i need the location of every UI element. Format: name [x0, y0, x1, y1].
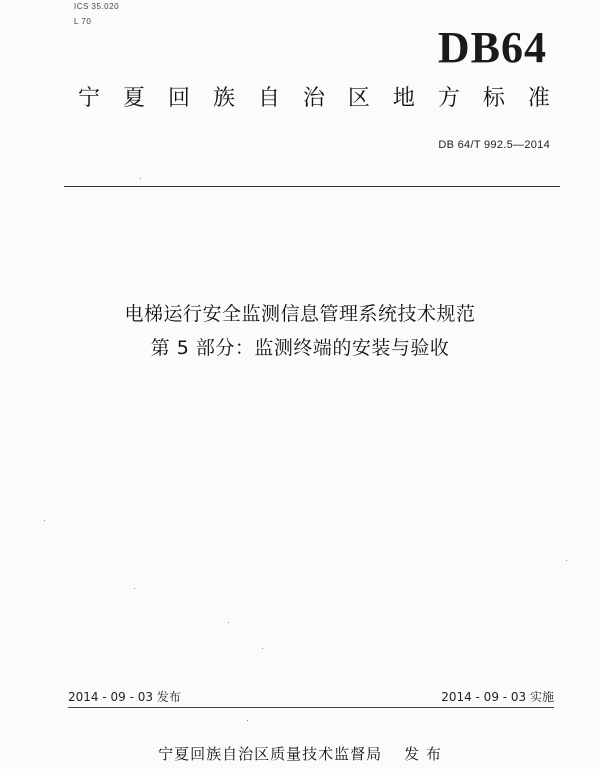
- scan-speck: [134, 588, 135, 589]
- standard-type-char: 夏: [122, 86, 145, 111]
- scan-speck: [262, 648, 263, 649]
- publisher-name: 宁夏回族自治区质量技术监督局: [158, 745, 383, 763]
- standard-number: DB 64/T 992.5—2014: [438, 139, 550, 151]
- standard-type-char: 标: [482, 86, 505, 111]
- standard-type-char: 准: [527, 86, 550, 111]
- implement-date: 2014 - 09 - 03 实施: [441, 690, 554, 704]
- standard-type-char: 方: [437, 86, 460, 111]
- standard-type-char: 自: [257, 86, 280, 111]
- main-title-line-2: 第 5 部分：监测终端的安装与验收: [150, 337, 450, 359]
- standard-type-title: [78, 88, 550, 110]
- publish-date: 2014 - 09 - 03 发布: [68, 690, 181, 704]
- standard-type-char: 族: [212, 86, 235, 111]
- publisher-suffix: 发 布: [404, 745, 442, 763]
- standard-type-char: 宁: [78, 86, 101, 111]
- scan-speck: [44, 520, 45, 521]
- date-row: [68, 688, 554, 712]
- scan-speck: [228, 622, 229, 623]
- scan-speck: [247, 720, 248, 721]
- header-divider: [64, 186, 560, 187]
- standard-type-char: 地: [392, 86, 415, 111]
- ics-code: ICS 35.020: [74, 2, 120, 11]
- date-divider: [68, 707, 554, 708]
- standard-type-char: 治: [302, 86, 325, 111]
- ccs-code: L 70: [74, 17, 92, 26]
- standard-type-char: 区: [347, 86, 370, 111]
- publisher-line: [0, 743, 600, 764]
- standard-type-char: 回: [167, 86, 190, 111]
- scan-speck: [566, 560, 567, 561]
- scan-speck: [140, 178, 141, 179]
- main-title-line-1: 电梯运行安全监测信息管理系统技术规范: [124, 303, 476, 325]
- db64-logo: DB64: [437, 23, 547, 72]
